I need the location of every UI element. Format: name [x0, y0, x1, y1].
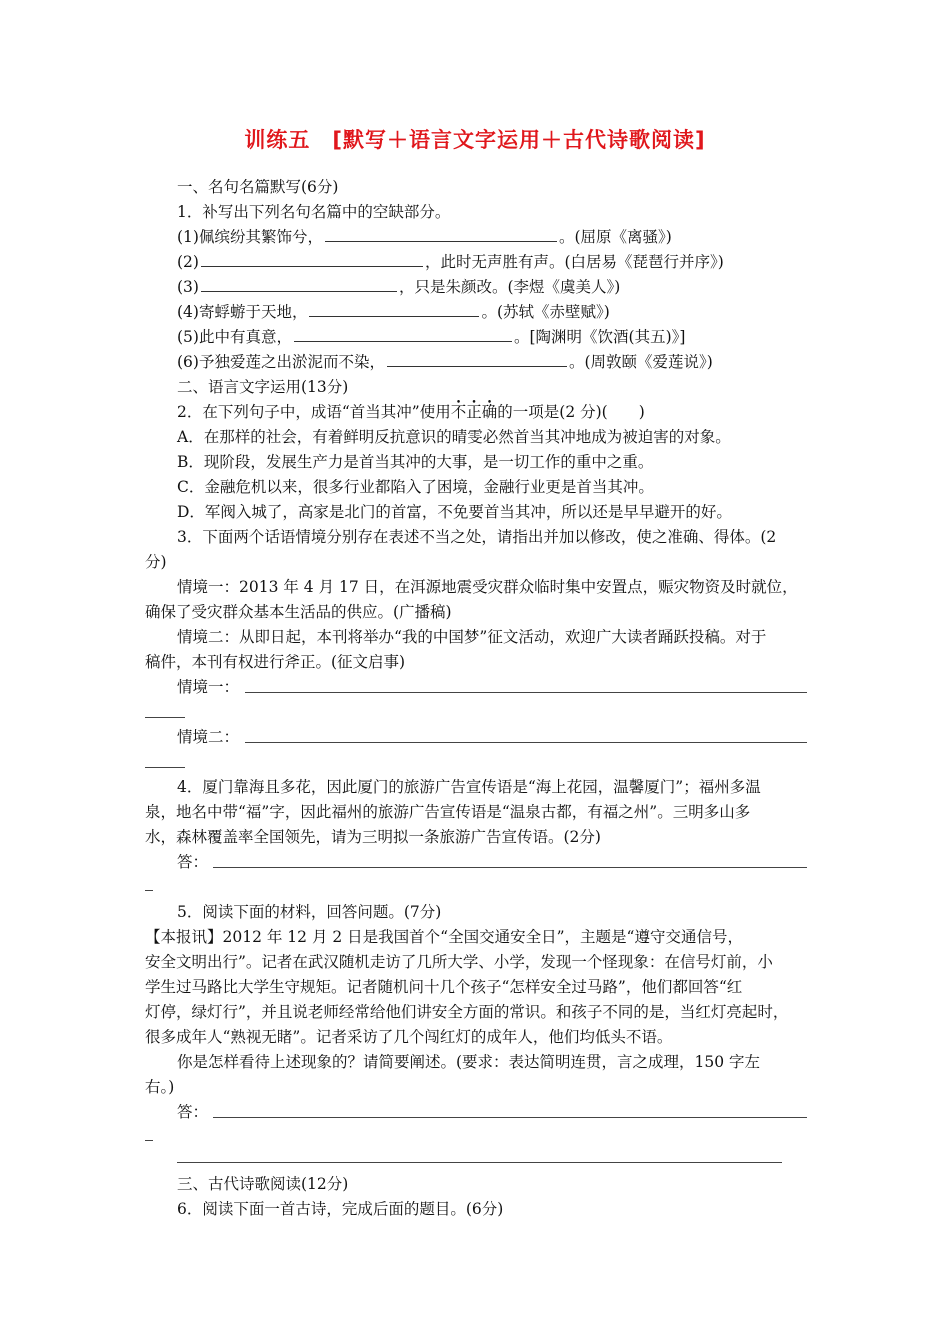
q5-question-line2: 右。) [145, 1078, 175, 1096]
q5-passage-line3: 学生过马路比大学生守规矩。记者随机问十几个孩子“怎样安全过马路”，他们都回答“红 [145, 978, 743, 996]
item-pre: (2) [177, 253, 199, 271]
q5-passage-line5: 很多成年人“熟视无睹”。记者采访了几个闯红灯的成年人，他们均低头不语。 [145, 1028, 673, 1046]
answer-line[interactable] [245, 692, 807, 693]
fill-blank[interactable] [294, 326, 512, 342]
item-post: ，只是朱颜改。(李煜《虞美人》) [398, 278, 621, 296]
fill-blank[interactable] [325, 226, 557, 242]
answer-line[interactable] [213, 867, 807, 868]
answer-line[interactable] [145, 767, 185, 768]
q3-scenario1-line1: 情境一：2013 年 4 月 17 日，在洱源地震受灾群众临时集中安置点，赈灾物资及时就位， [177, 578, 798, 596]
q1-item-4 [177, 301, 610, 323]
q1-item-6 [177, 351, 713, 373]
item-post: 。(屈原《离骚》) [558, 228, 672, 246]
q3-scenario2-line2: 稿件，本刊有权进行斧正。(征文启事) [145, 653, 406, 671]
item-post: 。[陶渊明《饮酒(其五)》] [513, 328, 686, 346]
q2-option-c: C．金融危机以来，很多行业都陷入了困境，金融行业更是首当其冲。 [177, 478, 654, 496]
answer-line[interactable] [145, 1140, 153, 1141]
q3-prompt-line2: 分) [145, 553, 167, 571]
q3-answer1-label: 情境一： [177, 678, 240, 696]
emphasis-char: 确 [481, 403, 498, 421]
q2-text: 2．在下列句子中，成语“首当其冲”使用 [177, 403, 451, 421]
q6-prompt: 6．阅读下面一首古诗，完成后面的题目。(6分) [177, 1200, 504, 1218]
answer-line[interactable] [145, 890, 153, 891]
fill-blank[interactable] [201, 251, 423, 267]
q4-prompt-line3: 水，森林覆盖率全国领先，请为三明拟一条旅游广告宣传语。(2分) [145, 828, 601, 846]
item-post: 。(苏轼《赤壁赋》) [481, 303, 610, 321]
item-post: ，此时无声胜有声。(白居易《琵琶行并序》) [424, 253, 724, 271]
emphasis-char: 正 [466, 403, 482, 421]
q3-scenario2-line1: 情境二：从即日起，本刊将举办“我的中国梦”征文活动，欢迎广大读者踊跃投稿。对于 [177, 628, 767, 646]
section2-heading: 二、语言文字运用(13分) [177, 378, 349, 396]
q5-answer-label: 答： [177, 1103, 209, 1121]
emphasis-char: 不 [450, 403, 467, 421]
item-pre: (3) [177, 278, 199, 296]
fill-blank[interactable] [309, 301, 479, 317]
section3-heading: 三、古代诗歌阅读(12分) [177, 1175, 349, 1193]
item-pre: (4)寄蜉蝣于天地， [177, 303, 308, 321]
q4-answer-label: 答： [177, 853, 209, 871]
q5-passage-line2: 安全文明出行”。记者在武汉随机走访了几所大学、小学，发现一个怪现象：在信号灯前，小 [145, 953, 773, 971]
q2-prompt [177, 401, 645, 423]
q5-prompt: 5．阅读下面的材料，回答问题。(7分) [177, 903, 442, 921]
q1-item-5 [177, 326, 685, 348]
item-pre: (1)佩缤纷其繁饰兮， [177, 228, 323, 246]
q5-passage-line1: 【本报讯】2012 年 12 月 2 日是我国首个“全国交通安全日”，主题是“遵守交通信号， [145, 928, 743, 946]
q1-item-2 [177, 251, 724, 273]
q2-option-a: A．在那样的社会，有着鲜明反抗意识的晴雯必然首当其冲地成为被迫害的对象。 [177, 428, 731, 446]
page-title: 训练五 [默写＋语言文字运用＋古代诗歌阅读] [244, 128, 706, 152]
q2-option-d: D．军阀入城了，高家是北门的首富，不免要首当其冲，所以还是早早避开的好。 [177, 503, 732, 521]
section1-heading: 一、名句名篇默写(6分) [177, 178, 339, 196]
fill-blank[interactable] [387, 351, 567, 367]
answer-line[interactable] [213, 1117, 807, 1118]
q4-prompt-line1: 4．厦门靠海且多花，因此厦门的旅游广告宣传语是“海上花园，温馨厦门”；福州多温 [177, 778, 761, 796]
q4-prompt-line2: 泉，地名中带“福”字，因此福州的旅游广告宣传语是“温泉古都，有福之州”。三明多山多 [145, 803, 751, 821]
q1-item-1 [177, 226, 672, 248]
q5-question-line1: 你是怎样看待上述现象的？请简要阐述。(要求：表达简明连贯，言之成理，150 字左 [177, 1053, 761, 1071]
fill-blank[interactable] [201, 276, 397, 292]
item-post: 。(周敦颐《爱莲说》) [568, 353, 713, 371]
answer-line[interactable] [245, 742, 807, 743]
answer-line[interactable] [177, 1162, 782, 1163]
q2-text-end: 的一项是(2 分)( ) [497, 403, 645, 421]
q3-answer2-label: 情境二： [177, 728, 240, 746]
q1-prompt: 1．补写出下列名句名篇中的空缺部分。 [177, 203, 451, 221]
q2-option-b: B．现阶段，发展生产力是首当其冲的大事，是一切工作的重中之重。 [177, 453, 654, 471]
item-pre: (6)予独爱莲之出淤泥而不染， [177, 353, 385, 371]
q3-prompt-line1: 3．下面两个话语情境分别存在表述不当之处，请指出并加以修改，使之准确、得体。(2 [177, 528, 777, 546]
q1-item-3 [177, 276, 620, 298]
item-pre: (5)此中有真意， [177, 328, 292, 346]
q3-scenario1-line2: 确保了受灾群众基本生活品的供应。(广播稿) [145, 603, 452, 621]
answer-line[interactable] [145, 717, 185, 718]
q5-passage-line4: 灯停，绿灯行”，并且说老师经常给他们讲安全方面的常识。和孩子不同的是，当红灯亮起时， [145, 1003, 789, 1021]
